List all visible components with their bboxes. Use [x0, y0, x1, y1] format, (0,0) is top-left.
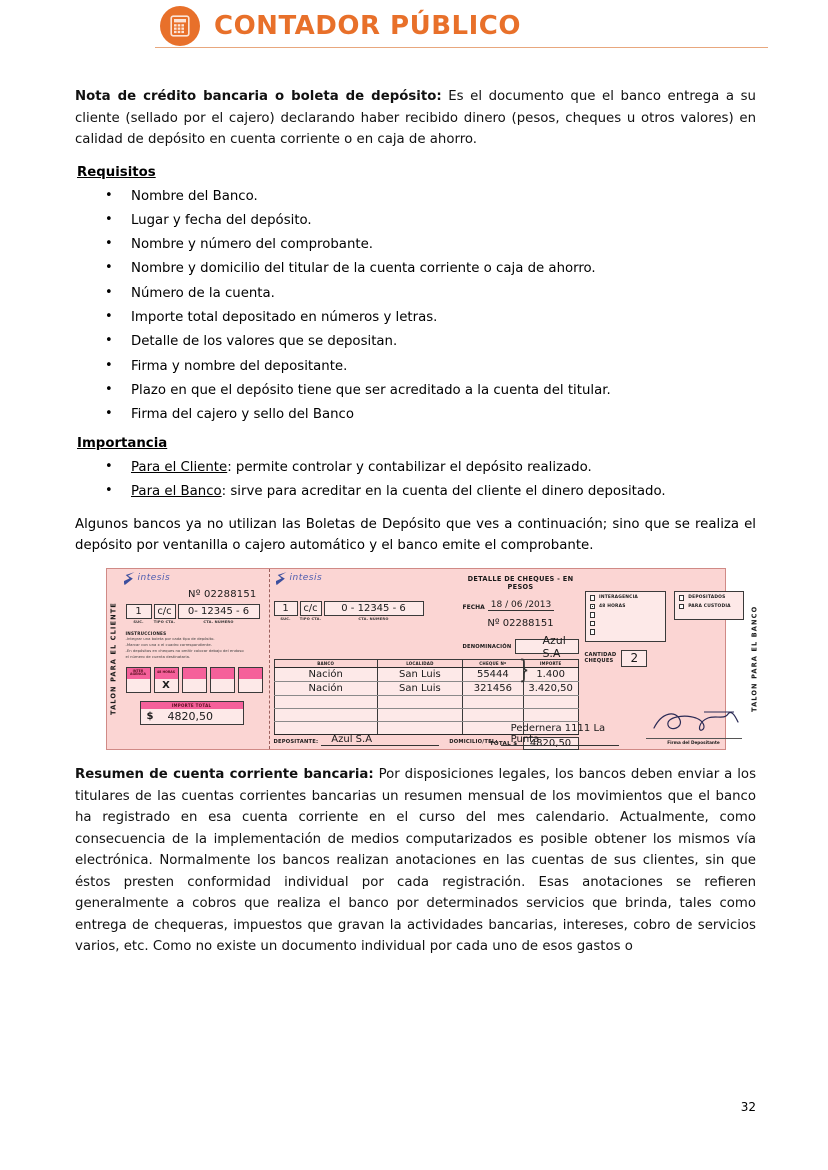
denominacion-label: DENOMINACIÓN	[462, 643, 512, 650]
deposit-type-cell[interactable]	[182, 667, 207, 693]
detalle-cheques-title: DETALLE DE CHEQUES - EN PESOS	[467, 575, 574, 592]
cta-numero-caption: CTA. NÚMERO	[203, 620, 234, 625]
resumen-text: Por disposiciones legales, los bancos deben enviar a los titulares de las cuentas corrientes bancarias un resumen mensual de los movimientos que el banco ha registrado en esa cuenta corriente en el curso del mes calendario. Actualmente, como consecuencia de la implementación de medios computarizados es posible obtener los mismos vía electrónica. Normalmente los bancos realizan anotaciones en las cuentas de sus clientes, sin que éstos presten conformidad individual por cada registración. Esas anotaciones se refieren generalmente a cobros que realiza el banco por determinados servicios que brinda, tales como entrega de chequeras, impuestos que gravan la actividades bancarias, intereses, cobro de servicios varios, etc. Como no existe un documento individual por cada uno de esos gastos o	[75, 767, 756, 955]
list-item: • Número de la cuenta.	[127, 287, 756, 300]
list-item-text: : sirve para acreditar en la cuenta del cliente el dinero depositado.	[221, 483, 666, 499]
cantidad-cheques-value: 2	[621, 650, 647, 667]
fecha-label: FECHA	[462, 604, 485, 612]
suc-value: 1	[126, 604, 152, 619]
deposit-type-caption	[211, 668, 234, 679]
checkbox-icon[interactable]	[590, 612, 596, 618]
page-header	[0, 0, 828, 60]
cell-banco	[274, 709, 377, 722]
checkbox-label: DEPOSITADOS	[688, 595, 726, 601]
document-body	[0, 60, 828, 958]
talon-banco-label: TALON PARA EL BANCO	[750, 606, 758, 713]
cell-importe	[523, 696, 578, 709]
intro-paragraph	[75, 86, 756, 151]
list-item: • Nombre y domicilio del titular de la cuenta corriente o caja de ahorro.	[127, 262, 756, 275]
checkbox-icon[interactable]	[679, 595, 685, 601]
firma-depositante-block	[646, 708, 742, 745]
slip-logo: intesis	[274, 573, 449, 587]
checkbox-icon-checked[interactable]	[590, 604, 596, 610]
cell-banco	[274, 696, 377, 709]
column-header-localidad: LOCALIDAD	[377, 660, 462, 668]
depositante-value: Azul S.A	[321, 734, 439, 746]
depositante-label: DEPOSITANTE:	[273, 739, 319, 746]
list-item: • Firma y nombre del depositante.	[127, 360, 756, 373]
column-header-importe: IMPORTE	[523, 660, 578, 668]
slip-footer-fields	[273, 723, 606, 746]
checkbox-row[interactable]	[590, 604, 661, 610]
list-item	[127, 461, 756, 474]
deposit-slip	[106, 568, 758, 750]
table-row	[274, 709, 578, 722]
instructions-line: -Marcar con una x el cuadro correspondiente.	[125, 642, 212, 648]
list-item-label: Para el Banco	[131, 483, 222, 499]
requisitos-list	[75, 190, 756, 422]
list-item: • Importe total depositado en números y letras.	[127, 311, 756, 324]
cell-importe	[523, 709, 578, 722]
checkbox-group-destino	[674, 591, 744, 620]
checkbox-group-plazo	[585, 591, 666, 642]
intro-term: Nota de crédito bancaria o boleta de depósito:	[75, 89, 442, 104]
header-divider	[155, 47, 768, 48]
talon-cliente-label: TALON PARA EL CLIENTE	[109, 602, 117, 716]
deposit-type-caption: 48 HORAS	[155, 668, 178, 679]
deposit-type-caption	[239, 668, 262, 679]
list-item-label: Para el Cliente	[131, 459, 228, 475]
calculator-icon	[160, 6, 200, 46]
list-item: • Detalle de los valores que se depositan.	[127, 335, 756, 348]
tipo-cta-value: c/c	[154, 604, 176, 619]
checkbox-icon[interactable]	[590, 629, 596, 635]
instructions-line: -En depósitos en cheques no omitir colocar debajo del endoso	[125, 647, 244, 653]
slip-right-section	[583, 569, 748, 749]
deposit-type-caption: INTER AGENCIA	[127, 668, 150, 679]
list-item: • Plazo en que el depósito tiene que ser acreditado a la cuenta del titular.	[127, 384, 756, 397]
checkbox-label: 48 HORAS	[599, 603, 626, 609]
tipo-cta-caption: TIPO CTA.	[153, 620, 176, 625]
cta-numero-value: 0 - 12345 - 6	[324, 601, 424, 616]
denominacion-field	[462, 633, 579, 660]
suc-caption: SUC.	[133, 620, 144, 625]
cell-cheque: 321456	[462, 682, 523, 696]
page-number: 32	[740, 1100, 756, 1114]
account-row-middle	[274, 601, 449, 621]
deposit-slip-figure	[75, 568, 756, 750]
cell-importe: 1.400	[523, 668, 578, 682]
deposit-type-caption	[183, 668, 206, 679]
cantidad-label-line2: CHEQUES	[584, 658, 614, 665]
cell-localidad: San Luis	[377, 682, 462, 696]
checkbox-label: PARA CUSTODIA	[688, 603, 731, 609]
slip-number-middle: Nº 02288151	[487, 618, 554, 630]
domicilio-label: DOMICILIO/TEL:	[449, 739, 498, 746]
checkbox-icon[interactable]	[590, 621, 596, 627]
slip-logo: intesis	[122, 573, 265, 587]
deposit-type-cell[interactable]	[238, 667, 263, 693]
total-value: 4820,50	[523, 737, 579, 750]
note-paragraph: Algunos bancos ya no utilizan las Boletas de Depósito que ves a continuación; sino que se realiza el depósito por ventanilla o cajero automático y el banco emite el comprobante.	[75, 517, 756, 554]
deposit-type-mark	[239, 679, 262, 692]
depositante-field	[274, 734, 440, 746]
deposit-type-mark	[211, 679, 234, 692]
importe-total-caption: IMPORTE TOTAL	[141, 702, 243, 709]
checkbox-row[interactable]	[679, 595, 739, 601]
list-item: • Firma del cajero y sello del Banco	[127, 408, 756, 421]
requisitos-heading: Requisitos	[77, 164, 156, 180]
importe-total-value: 4820,50	[167, 709, 213, 723]
checkbox-icon[interactable]	[679, 604, 685, 610]
tipo-cta-caption: TIPO CTA.	[299, 617, 322, 622]
signature-scribble	[646, 708, 742, 734]
cell-banco: Nación	[274, 668, 377, 682]
cell-cheque: 55444	[462, 668, 523, 682]
fecha-value: 18 / 06 /2013	[488, 600, 554, 611]
deposit-type-cell[interactable]	[210, 667, 235, 693]
list-item: • Nombre del Banco.	[127, 190, 756, 203]
cell-cheque	[462, 696, 523, 709]
importancia-heading: Importancia	[77, 435, 168, 451]
slip-number-left: Nº 02288151	[188, 589, 257, 601]
brand-title: CONTADOR PÚBLICO	[214, 11, 521, 41]
firma-caption: Firma del Depositante	[667, 740, 720, 746]
table-row	[274, 682, 578, 696]
checkbox-label: INTERAGENCIA	[599, 595, 639, 601]
cell-localidad	[377, 709, 462, 722]
deposit-type-cell[interactable]	[154, 667, 179, 693]
domicilio-value: Pedernera 1111 La Punta	[501, 723, 619, 746]
deposit-type-mark	[127, 679, 150, 692]
resumen-paragraph	[75, 764, 756, 958]
checkbox-row[interactable]	[679, 604, 739, 610]
cantidad-cheques-field	[585, 650, 744, 667]
table-row	[274, 696, 578, 709]
cell-importe: 3.420,50	[523, 682, 578, 696]
checkbox-row[interactable]	[590, 612, 661, 618]
instructions-title: INSTRUCCIONES	[125, 631, 167, 637]
cell-localidad	[377, 696, 462, 709]
deposit-type-mark: X	[162, 679, 170, 691]
importancia-list	[75, 461, 756, 499]
brace-mark: }	[518, 655, 529, 686]
intro-definition: Es el documento que el banco entrega a su cliente (sellado por el cajero) declarando haber recibido dinero (pesos, cheques u otros valores) en calidad de depósito en cuenta corriente o en caja de ahorro.	[75, 89, 756, 148]
deposit-type-boxes	[122, 667, 265, 693]
cta-numero-caption: CTA. NÚMERO	[358, 617, 389, 622]
deposit-type-mark	[183, 679, 206, 692]
table-header-row	[274, 660, 578, 668]
checkbox-row[interactable]	[590, 621, 661, 627]
cell-cheque	[462, 709, 523, 722]
suc-caption: SUC.	[280, 617, 291, 622]
importe-total-currency: $	[146, 710, 154, 722]
instructions-line: -Integrar una boleta por cada tipo de depósito.	[125, 636, 215, 642]
list-item: • Nombre y número del comprobante.	[127, 238, 756, 251]
cantidad-label-line1: CANTIDAD	[584, 651, 617, 658]
cta-numero-value: 0- 12345 - 6	[178, 604, 260, 619]
fecha-field	[463, 600, 579, 611]
slip-left-stub	[120, 569, 270, 749]
suc-value: 1	[274, 601, 298, 616]
column-header-banco: BANCO	[274, 660, 377, 668]
resumen-term: Resumen de cuenta corriente bancaria:	[75, 767, 374, 783]
total-label: TOTAL $	[489, 740, 518, 747]
cell-banco: Nación	[274, 682, 377, 696]
list-item: • Lugar y fecha del depósito.	[127, 214, 756, 227]
tipo-cta-value: c/c	[300, 601, 322, 616]
checkbox-row[interactable]	[590, 629, 661, 635]
checkbox-icon[interactable]	[590, 595, 596, 601]
instructions-line: el número de cuenta destinataria.	[125, 653, 191, 659]
denominacion-value: Azul S.A	[515, 639, 578, 654]
cell-localidad: San Luis	[377, 668, 462, 682]
column-header-cheque: CHEQUE Nº	[462, 660, 523, 668]
table-row	[274, 668, 578, 682]
checkbox-row[interactable]	[590, 595, 661, 601]
account-row-left	[122, 604, 265, 624]
list-item-text: : permite controlar y contabilizar el depósito realizado.	[227, 459, 592, 475]
importe-total-box	[140, 701, 244, 725]
list-item	[127, 485, 756, 498]
deposit-type-cell[interactable]	[126, 667, 151, 693]
